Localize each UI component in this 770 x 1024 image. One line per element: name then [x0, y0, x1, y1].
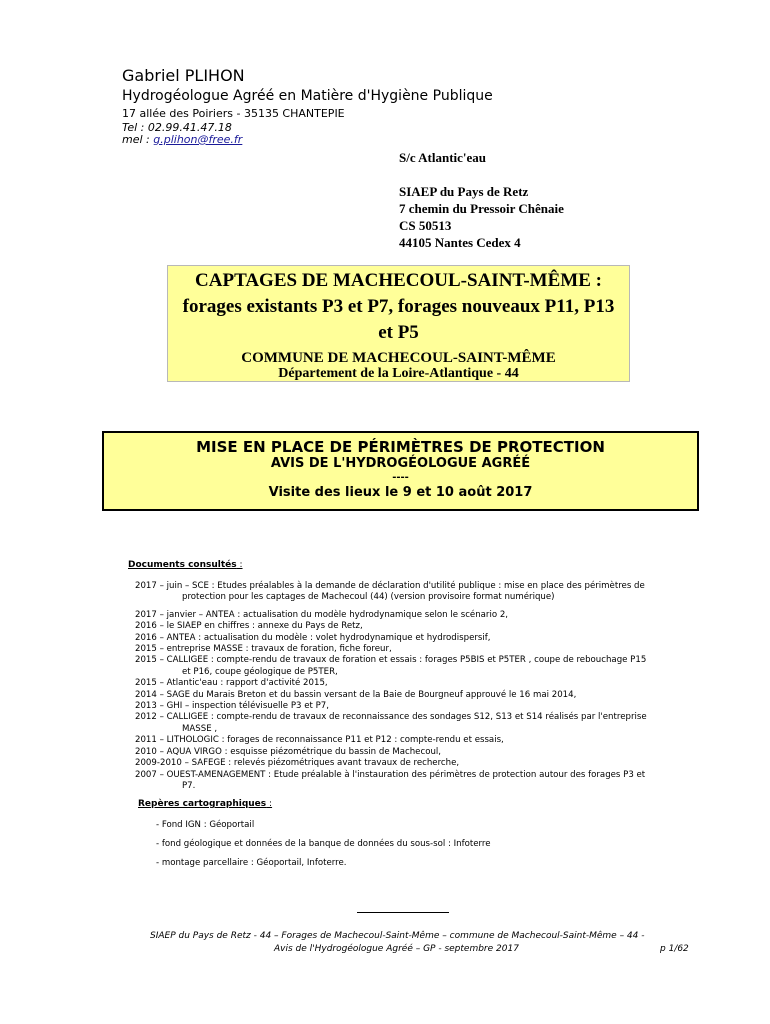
mission-box [102, 431, 699, 511]
recipient-line: 44105 Nantes Cedex 4 [399, 235, 521, 250]
email-link[interactable]: g.plihon@free.fr [153, 133, 243, 146]
page-number: p 1/62 [660, 944, 689, 954]
carto-item: - fond géologique et données de la banque de données du sous-sol : Infoterre [156, 839, 491, 849]
list-item: 2011 – LITHOLOGIC : forages de reconnaissance P11 et P12 : compte-rendu et essais, [135, 735, 504, 746]
mission-subtitle: AVIS DE L'HYDROGÉOLOGUE AGRÉÉ [270, 456, 531, 471]
mission-separator: ---- [392, 472, 409, 483]
list-item: 2017 – juin – SCE : Etudes préalables à la demande de déclaration d'utilité publique : mise en place des périmètres de protection pour les captages de Machecoul (44) (version provisoire format numérique) [135, 581, 645, 603]
commune-name: COMMUNE DE MACHECOUL-SAINT-MÊME [241, 350, 556, 366]
email-label: mel : [122, 133, 154, 146]
footer-text: SIAEP du Pays de Retz - 44 – Forages de Machecoul-Saint-Même – commune de Machecoul-Saint-Même – 44 - [150, 931, 645, 941]
documents-list [135, 581, 695, 792]
title-line: CAPTAGES DE MACHECOUL-SAINT-MÊME : [195, 270, 602, 291]
list-item: 2013 – GHI – inspection télévisuelle P3 et P7, [135, 701, 329, 712]
list-item: 2015 – entreprise MASSE : travaux de foration, fiche foreur, [135, 644, 392, 655]
carto-item: - Fond IGN : Géoportail [156, 820, 255, 830]
visit-dates: Visite des lieux le 9 et 10 août 2017 [268, 485, 533, 500]
carto-heading: Repères cartographiques : [138, 799, 273, 809]
department-name: Département de la Loire-Atlantique - 44 [278, 366, 519, 381]
title-line: et P5 [378, 322, 419, 343]
recipient-line: 7 chemin du Pressoir Chênaie [399, 201, 564, 216]
author-address: 17 allée des Poiriers - 35135 CHANTEPIE [122, 107, 345, 120]
author-title: Hydrogéologue Agréé en Matière d'Hygiène Publique [122, 88, 493, 104]
footer-divider [357, 912, 449, 913]
documents-heading: Documents consultés : [128, 560, 243, 570]
list-item: 2015 – CALLIGEE : compte-rendu de travaux de foration et essais : forages P5BIS et P5TER , coupe de rebouchage P15 et P16, coupe géologique de P5TER, [135, 655, 647, 677]
carto-item: - montage parcellaire : Géoportail, Infoterre. [156, 858, 347, 868]
list-item: 2012 – CALLIGEE : compte-rendu de travaux de reconnaissance des sondages S12, S13 et S14 réalisés par l'entreprise MASSE , [135, 712, 647, 734]
list-item: 2017 – janvier – ANTEA : actualisation du modèle hydrodynamique selon le scénario 2, [135, 609, 509, 620]
recipient-sc: S/c Atlantic'eau [399, 150, 487, 165]
list-item: 2009-2010 – SAFEGE : relevés piézométriques avant travaux de recherche, [135, 758, 460, 769]
list-item: 2016 – le SIAEP en chiffres : annexe du Pays de Retz, [135, 621, 363, 632]
author-email-line [122, 133, 242, 146]
list-item: 2016 – ANTEA : actualisation du modèle : volet hydrodynamique et hydrodispersif, [135, 632, 491, 643]
recipient-line: CS 50513 [399, 218, 452, 233]
list-item: 2007 – OUEST-AMENAGEMENT : Etude préalable à l'instauration des périmètres de protection autour des forages P3 et P7. [135, 769, 646, 791]
author-phone: Tel : 02.99.41.47.18 [122, 121, 232, 134]
title-line: forages existants P3 et P7, forages nouveaux P11, P13 [182, 296, 615, 317]
title-box [167, 265, 630, 382]
recipient-line: SIAEP du Pays de Retz [399, 184, 529, 199]
footer-text: Avis de l'Hydrogéologue Agréé – GP - septembre 2017 [274, 944, 519, 954]
list-item: 2014 – SAGE du Marais Breton et du bassin versant de la Baie de Bourgneuf approuvé le 16 mai 2014, [135, 689, 577, 700]
list-item: 2015 – Atlantic'eau : rapport d'activité 2015, [135, 678, 328, 689]
list-item: 2010 – AQUA VIRGO : esquisse piézométrique du bassin de Machecoul, [135, 746, 442, 757]
mission-title: MISE EN PLACE DE PÉRIMÈTRES DE PROTECTION [196, 438, 605, 456]
author-name: Gabriel PLIHON [122, 66, 245, 85]
